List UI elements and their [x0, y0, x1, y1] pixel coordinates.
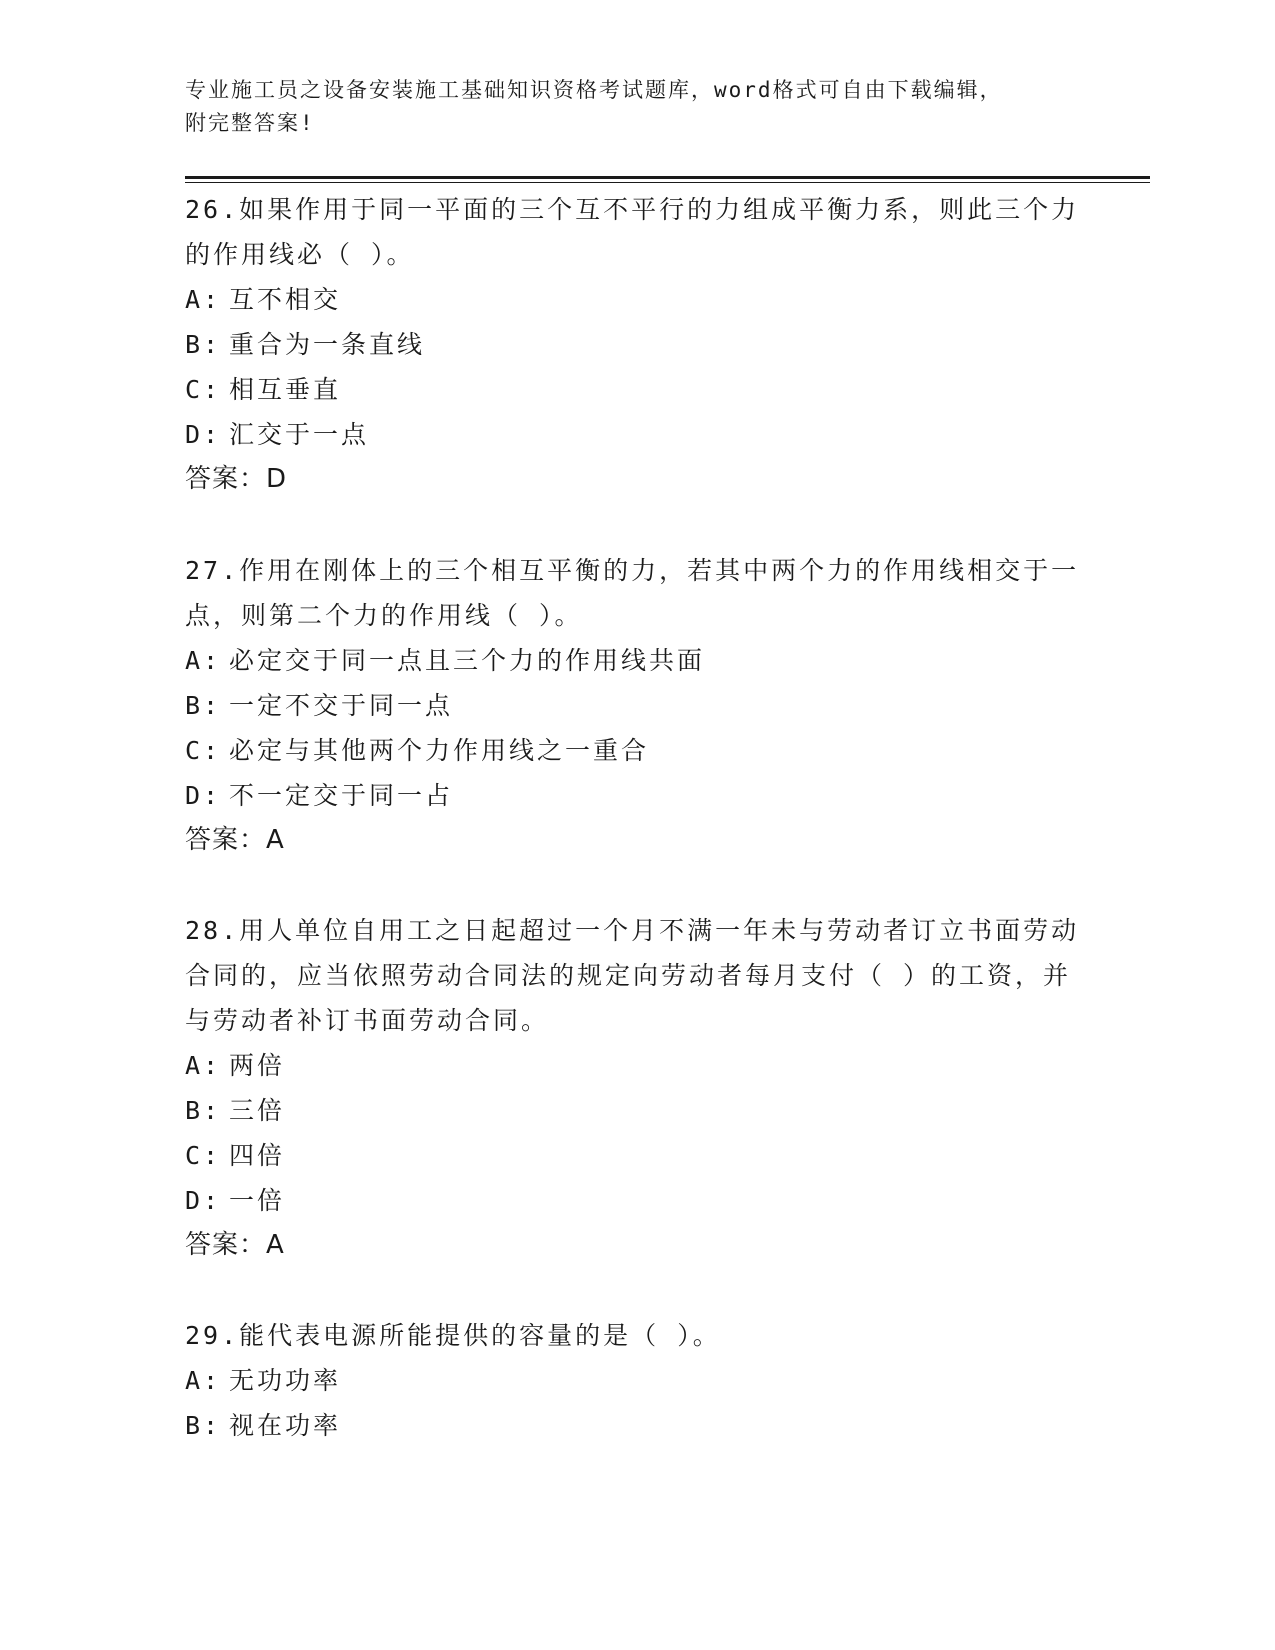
- option-b: [185, 1088, 1085, 1133]
- question-text: 26.如果作用于同一平面的三个互不平行的力组成平衡力系，则此三个力的作用线必（ ）。: [185, 195, 1080, 269]
- option-text: 必定交于同一点且三个力的作用线共面: [229, 646, 706, 675]
- option-b: [185, 1403, 1085, 1448]
- option-c: [185, 728, 1085, 773]
- option-letter: D:: [185, 781, 222, 810]
- option-letter: B:: [185, 691, 222, 720]
- header-divider-thin: [185, 182, 1150, 183]
- option-letter: A:: [185, 285, 222, 314]
- option-d: [185, 412, 1085, 457]
- option-d: [185, 773, 1085, 818]
- option-text: 一定不交于同一点: [229, 691, 454, 720]
- option-letter: B:: [185, 1096, 222, 1125]
- option-letter: A:: [185, 1051, 222, 1080]
- answer-line: 答案：A: [185, 1230, 285, 1260]
- answer-line: 答案：A: [185, 825, 285, 855]
- option-letter: D:: [185, 1186, 222, 1215]
- option-letter: C:: [185, 736, 222, 765]
- option-text: 重合为一条直线: [229, 330, 426, 359]
- option-text: 四倍: [229, 1141, 286, 1170]
- option-c: [185, 367, 1085, 412]
- option-text: 三倍: [229, 1096, 286, 1125]
- option-letter: B:: [185, 330, 222, 359]
- answer-line: 答案：D: [185, 464, 288, 494]
- option-b: [185, 322, 1085, 367]
- option-text: 互不相交: [229, 285, 342, 314]
- option-a: [185, 277, 1085, 322]
- option-text: 汇交于一点: [229, 420, 370, 449]
- option-c: [185, 1133, 1085, 1178]
- option-a: [185, 1043, 1085, 1088]
- option-text: 一倍: [229, 1186, 286, 1215]
- option-text: 两倍: [229, 1051, 286, 1080]
- option-a: [185, 638, 1085, 683]
- question-text: 29.能代表电源所能提供的容量的是（ ）。: [185, 1321, 721, 1350]
- option-letter: D:: [185, 420, 222, 449]
- option-letter: C:: [185, 1141, 222, 1170]
- question-text: 27.作用在刚体上的三个相互平衡的力，若其中两个力的作用线相交于一点，则第二个力的作用线（ ）。: [185, 556, 1080, 630]
- option-letter: B:: [185, 1411, 222, 1440]
- option-letter: A:: [185, 646, 222, 675]
- option-text: 视在功率: [229, 1411, 342, 1440]
- option-letter: A:: [185, 1366, 222, 1395]
- question-text: 28.用人单位自用工之日起超过一个月不满一年未与劳动者订立书面劳动合同的，应当依照劳动合同法的规定向劳动者每月支付（ ）的工资，并与劳动者补订书面劳动合同。: [185, 916, 1080, 1035]
- question-26: [185, 187, 1085, 502]
- option-a: [185, 1358, 1085, 1403]
- question-29: [185, 1313, 1085, 1448]
- option-d: [185, 1178, 1085, 1223]
- question-28: [185, 908, 1085, 1268]
- document-header: [185, 74, 1085, 140]
- option-text: 相互垂直: [229, 375, 342, 404]
- option-text: 必定与其他两个力作用线之一重合: [229, 736, 650, 765]
- option-text: 不一定交于同一占: [229, 781, 454, 810]
- option-letter: C:: [185, 375, 222, 404]
- header-line-2: 附完整答案!: [185, 111, 315, 135]
- question-27: [185, 548, 1085, 863]
- option-text: 无功功率: [229, 1366, 342, 1395]
- header-line-1: 专业施工员之设备安装施工基础知识资格考试题库，word格式可自由下载编辑，: [185, 78, 1003, 102]
- header-divider-thick: [185, 176, 1150, 179]
- option-b: [185, 683, 1085, 728]
